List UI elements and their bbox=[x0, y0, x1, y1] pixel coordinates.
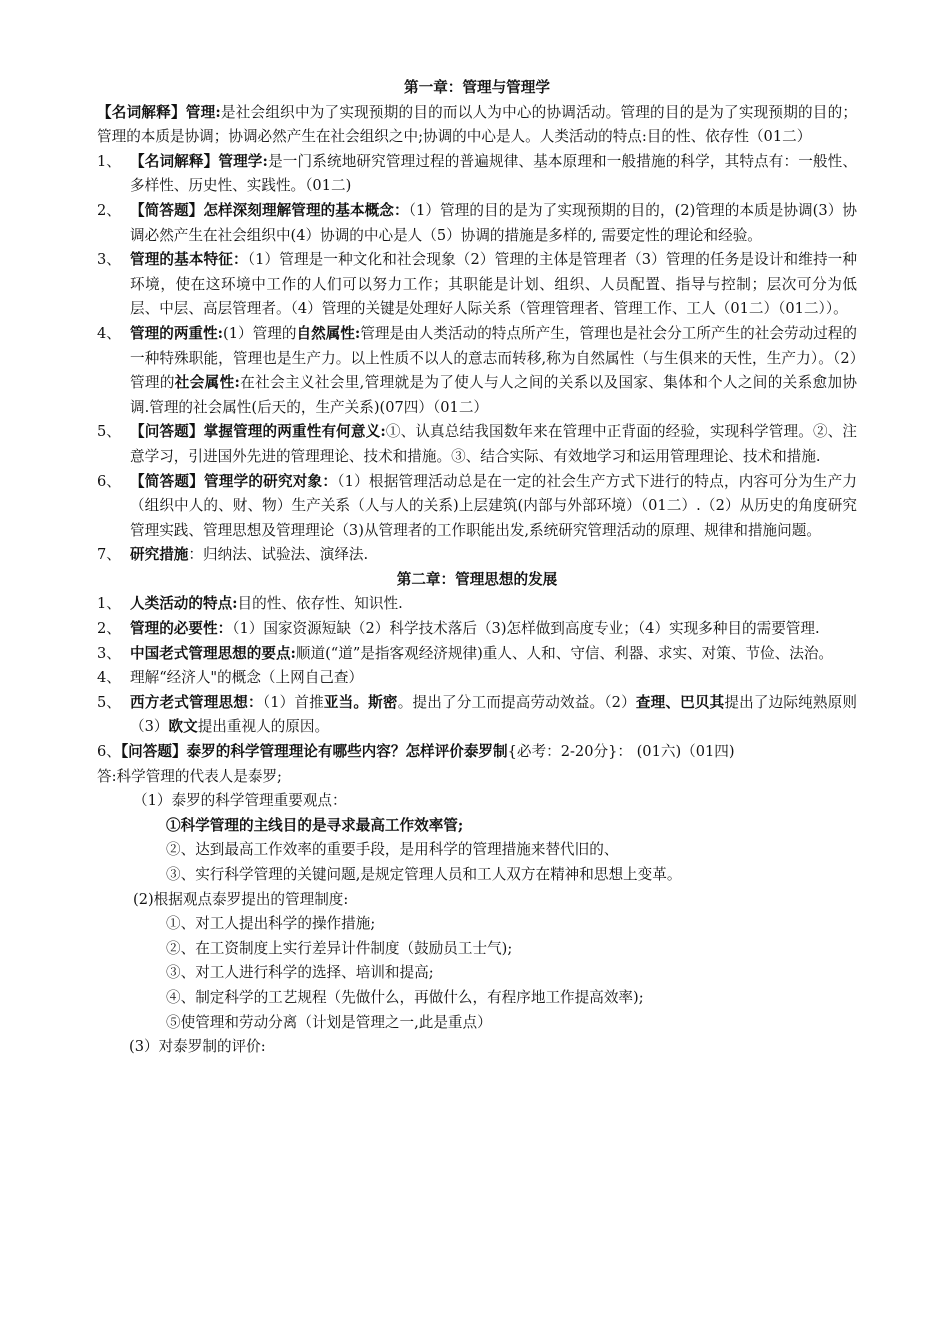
list-item: 4、 理解“经济人"的概念（上网自己查） bbox=[97, 669, 364, 687]
subsection-point: ①、对工人提出科学的操作措施; bbox=[166, 915, 376, 933]
question-6-answer: 答:科学管理的代表人是泰罗; bbox=[97, 767, 282, 785]
intro-paragraph bbox=[97, 101, 857, 150]
subsection-point: ③、实行科学管理的关键问题,是规定管理人员和工人双方在精神和思想上变革。 bbox=[166, 866, 682, 883]
subsection-heading: （1）泰罗的科学管理重要观点： bbox=[133, 792, 347, 810]
list-item: 5、 【问答题】掌握管理的两重性有何意义:①、认真总结我国数年来在管理中正背面的经验，实现科学管理。②、注意学习，引进国外先进的管理理论、技术和措施。③、结合实际、有效地学习和运用管理理论、技术和措施. bbox=[97, 423, 857, 465]
chapter-2-title: 第二章：管理思想的发展 bbox=[396, 570, 558, 588]
subsection-point: ②、在工资制度上实行差异计件制度（鼓励员工士气); bbox=[166, 939, 513, 957]
list-item: 7、 研究措施：归纳法、试验法、演绎法. bbox=[97, 546, 369, 564]
subsection-point: ⑤使管理和劳动分离（计划是管理之一,此是重点） bbox=[166, 1013, 492, 1031]
subsection-point: ②、达到最高工作效率的重要手段，是用科学的管理措施来替代旧的、 bbox=[166, 841, 619, 859]
document-page bbox=[97, 76, 857, 1060]
subsection-heading: (2)根据观点泰罗提出的管理制度: bbox=[133, 890, 349, 908]
question-6: 6、【问答题】泰罗的科学管理理论有哪些内容？怎样评价泰罗制{必考：2-20分}： (01六)（01四) bbox=[97, 743, 735, 761]
list-item: 1、 【名词解释】管理学:是一门系统地研究管理过程的普遍规律、基本原理和一般措施的科学，其特点有：一般性、多样性、历史性、实践性。（01二) bbox=[97, 152, 857, 195]
subsection-point: ④、制定科学的工艺规程（先做什么，再做什么，有程序地工作提高效率); bbox=[166, 988, 644, 1006]
list-item: 3、 中国老式管理思想的要点:顺道(“道”是指客观经济规律)重人、人和、守信、利器、求实、对策、节俭、法治。 bbox=[97, 644, 834, 662]
chapter-1-title: 第一章：管理与管理学 bbox=[404, 79, 550, 96]
list-item: 3、 管理的基本特征：（1）管理是一种文化和社会现象（2）管理的主体是管理者（3）管理的任务是设计和维持一种环境，使在这环境中工作的人们可以努力工作；其职能是计划、组织、人员配置、指导与控制；层次可分为低层、中层、高层管理者。（4）管理的关键是处理好人际关系（管理管理者、管理工作、工人（01二）（01二））。 bbox=[97, 251, 857, 318]
subsection-point: ①科学管理的主线目的是寻求最高工作效率管; bbox=[166, 816, 464, 834]
list-item: 6、 【简答题】管理学的研究对象：（1）根据管理活动总是在一定的社会生产方式下进行的特点，内容可分为生产力（组织中人的、财、物）生产关系（人与人的关系)上层建筑(内部与外部环境）（01二）.（2）从历史的角度研究管理实践、管理思想及管理理论（3)从管理者的工作职能出发,系统研究管理活动的原理、规律和措施问题。 bbox=[97, 472, 857, 539]
subsection-point: ③、对工人进行科学的选择、培训和提高; bbox=[166, 964, 434, 982]
list-item: 4、 管理的两重性:(1）管理的自然属性:管理是由人类活动的特点所产生，管理也是社会分工所产生的社会劳动过程的一种特殊职能，管理也是生产力。以上性质不以人的意志而转移,称为自然属性（与生俱来的天性，生产力）。（2）管理的社会属性:在社会主义社会里,管理就是为了使人与人之间的关系以及国家、集体和个人之间的关系愈加协调.管理的社会属性(后天的，生产关系)(07四）（01二） bbox=[97, 324, 858, 416]
list-item: 2、 管理的必要性：（1）国家资源短缺（2）科学技术落后（3)怎样做到高度专业；（4）实现多种目的需要管理. bbox=[97, 620, 820, 638]
intro-term: 【名词解释】管理: bbox=[97, 103, 221, 121]
subsection-heading: (3）对泰罗制的评价: bbox=[129, 1038, 266, 1056]
list-item: 1、 人类活动的特点:目的性、依存性、知识性. bbox=[97, 595, 403, 613]
list-item: 5、 西方老式管理思想：（1）首推亚当。斯密。提出了分工而提高劳动效益。（2）查理、巴贝其提出了边际纯熟原则（3）欧文提出重视人的原因。 bbox=[97, 693, 857, 736]
intro-text: 是社会组织中为了实现预期的目的而以人为中心的协调活动。管理的目的是为了实现预期的目的；管理的本质是协调；协调必然产生在社会组织之中;协调的中心是人。人类活动的特点:目的性、依存性（01二） bbox=[97, 103, 857, 146]
list-item: 2、 【简答题】怎样深刻理解管理的基本概念：（1）管理的目的是为了实现预期的目的，(2)管理的本质是协调(3）协调必然产生在社会组织中(4）协调的中心是人（5）协调的措施是多样的, 需要定性的理论和经验。 bbox=[97, 201, 857, 244]
